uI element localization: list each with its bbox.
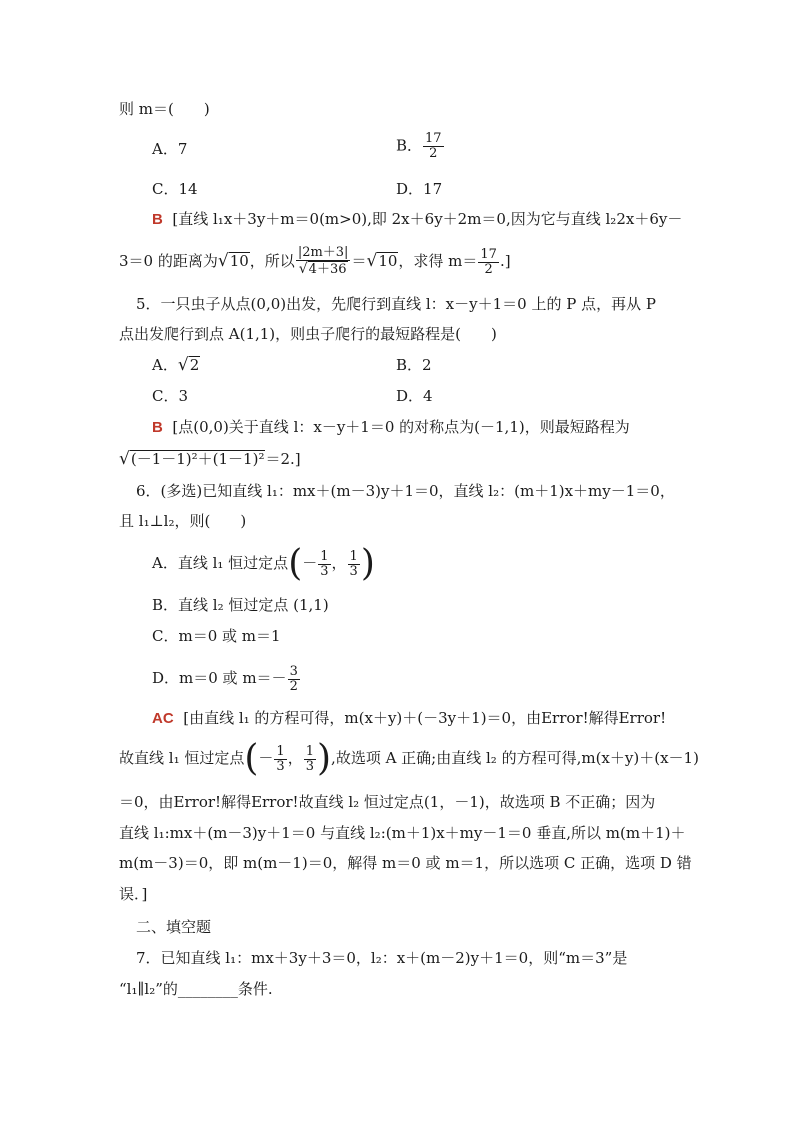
q5-solution-text1: [点(0,0)关于直线 l：x－y＋1＝0 的对称点为(－1,1)，则最短路程为 xyxy=(172,418,630,436)
q6-sol2-n2: 1 xyxy=(305,743,314,759)
q6-option-d-frac xyxy=(288,665,300,694)
q5-option-a xyxy=(152,355,200,375)
q6-sol2-n1: 1 xyxy=(276,743,285,759)
q4-option-b-fraction xyxy=(423,132,444,161)
q5-solution-line2 xyxy=(119,449,301,469)
q7-stem-line2: “l₁∥l₂”的________条件. xyxy=(119,980,273,998)
q4-option-a: A．7 xyxy=(152,140,188,158)
q4-stem-tail: 则 m＝( ) xyxy=(119,100,210,118)
q4-sol2-fden: 2 xyxy=(484,261,493,277)
q4-option-b xyxy=(396,132,445,161)
q6-a-n2: 1 xyxy=(349,548,358,564)
q5-solution-tail: ＝2.] xyxy=(265,450,301,468)
q4-option-b-den: 2 xyxy=(429,146,438,161)
q6-a-d2: 3 xyxy=(349,563,358,579)
q6-option-a-text: A．直线 l₁ 恒过定点 xyxy=(152,554,289,572)
q4-sol2-sqrt2: 10 xyxy=(378,252,398,270)
q6-solution-line1 xyxy=(152,708,666,729)
q6-option-a-frac1 xyxy=(318,550,330,579)
q7-stem-line1: 7．已知直线 l₁：mx＋3y＋3＝0，l₂：x＋(m－2)y＋1＝0，则“m＝3”是 xyxy=(136,949,628,967)
q4-sol2-fraction xyxy=(296,246,351,278)
q4-sol2-den-sqrt: 4＋36 xyxy=(308,262,347,277)
q5-answer: B xyxy=(152,419,163,436)
q5-option-d: D．4 xyxy=(396,387,433,405)
q6-sol2-d2: 3 xyxy=(305,758,314,774)
right-paren-icon: ) xyxy=(317,738,332,779)
q6-solution-line4: 直线 l₁:mx＋(m－3)y＋1＝0 与直线 l₂:(m＋1)x＋my－1＝0 垂直,所以 m(m＋1)＋ xyxy=(119,824,686,842)
q4-option-d: D．17 xyxy=(396,180,443,198)
q4-solution-line2 xyxy=(119,246,511,278)
q6-sol2-d1: 3 xyxy=(276,758,285,774)
q4-solution-text1: [直线 l₁x＋3y＋m＝0(m>0),即 2x＋6y＋2m＝0,因为它与直线 l₂2x＋6y－ xyxy=(172,210,683,228)
sqrt-sign-icon: √ xyxy=(217,251,229,271)
q6-solution-line6: 误．] xyxy=(119,885,148,903)
q5-option-a-label: A． xyxy=(152,356,178,374)
q6-option-a: A．直线 l₁ 恒过定点(－ $\frac{1}{3}$ ， $\frac{1}{3}$ ) xyxy=(152,543,375,584)
sqrt-sign-icon: √ xyxy=(177,355,189,375)
q4-sol2-f: ，求得 m＝ xyxy=(398,252,478,270)
q4-sol2-den xyxy=(296,261,351,278)
q6-answer: AC xyxy=(152,710,174,727)
q4-sol2-num: |2m＋3| xyxy=(297,245,349,260)
left-paren-icon: ( xyxy=(288,543,303,584)
q4-option-b-label: B． xyxy=(396,136,423,155)
q6-sol2-frac2 xyxy=(304,745,316,774)
q6-solution-line5: m(m－3)＝0，即 m(m－1)＝0，解得 m＝0 或 m＝1，所以选项 C 正确，选项 D 错 xyxy=(119,854,692,872)
q6-solution-line3: ＝0，由Error!解得Error!故直线 l₂ 恒过定点(1，－1)，故选项 B 不正确；因为 xyxy=(119,793,656,811)
q4-answer: B xyxy=(152,211,163,228)
q6-d-num: 3 xyxy=(289,663,298,679)
q5-solution-radicand: (－1－1)²＋(1－1)² xyxy=(130,450,265,468)
q6-sol2-b: ,故选项 A 正确;由直线 l₂ 的方程可得,m(x＋y)＋(x－1) xyxy=(331,749,699,767)
q6-option-d xyxy=(152,660,301,696)
q6-option-c: C．m＝0 或 m＝1 xyxy=(152,627,281,645)
q4-sol2-answer-fraction xyxy=(478,248,499,277)
sqrt-sign-icon: √ xyxy=(119,449,130,469)
sqrt-sign-icon: √ xyxy=(298,261,308,277)
q6-stem-line2: 且 l₁⊥l₂，则( ) xyxy=(119,512,247,530)
q5-stem-line1: 5．一只虫子从点(0,0)出发，先爬行到直线 l：x－y＋1＝0 上的 P 点，再从 P xyxy=(136,295,656,313)
q5-option-b: B．2 xyxy=(396,356,432,374)
q4-sol2-d: ＝ xyxy=(351,252,367,270)
q6-a-d1: 3 xyxy=(320,563,329,579)
q5-option-a-value: 2 xyxy=(189,356,200,374)
q6-a-n1: 1 xyxy=(320,548,329,564)
q6-option-b: B．直线 l₂ 恒过定点 (1,1) xyxy=(152,596,329,614)
left-paren-icon: ( xyxy=(244,738,259,779)
q5-solution-line1 xyxy=(152,417,630,438)
section-heading: 二、填空题 xyxy=(136,918,212,936)
q6-sol2-a: 故直线 l₁ 恒过定点 xyxy=(119,749,245,767)
q4-sol2-sqrt: 10 xyxy=(229,252,249,270)
q5-option-c: C．3 xyxy=(152,387,189,405)
q4-option-c: C．14 xyxy=(152,180,198,198)
q4-sol2-c: ，所以 xyxy=(249,252,295,270)
right-paren-icon: ) xyxy=(360,543,375,584)
q6-solution-line2: 故直线 l₁ 恒过定点(－ $\frac{1}{3}$ ， $\frac{1}{3}$ ),故选项 A 正确;由直线 l₂ 的方程可得,m(x＋y)＋(x－1) xyxy=(119,738,699,779)
q5-stem-line2: 点出发爬行到点 A(1,1)，则虫子爬行的最短路程是( ) xyxy=(119,325,497,343)
q4-sol2-fnum: 17 xyxy=(480,246,497,262)
q6-option-a-frac2 xyxy=(348,550,360,579)
q4-solution-line1 xyxy=(152,209,682,230)
q6-option-d-text: D．m＝0 或 m＝－ xyxy=(152,669,287,687)
q4-sol2-a: 3＝0 的距离为 xyxy=(119,252,218,270)
q6-stem-line1: 6．(多选)已知直线 l₁：mx＋(m－3)y＋1＝0，直线 l₂：(m＋1)x＋my－1＝0， xyxy=(136,482,675,500)
q6-solution-text1: [由直线 l₁ 的方程可得，m(x＋y)＋(－3y＋1)＝0，由Error!解得Error! xyxy=(183,709,667,727)
q6-sol2-frac1 xyxy=(274,745,286,774)
q4-option-b-num: 17 xyxy=(425,131,442,146)
sqrt-sign-icon: √ xyxy=(366,251,378,271)
q6-d-den: 2 xyxy=(289,678,298,694)
q4-sol2-g: .] xyxy=(499,252,511,270)
